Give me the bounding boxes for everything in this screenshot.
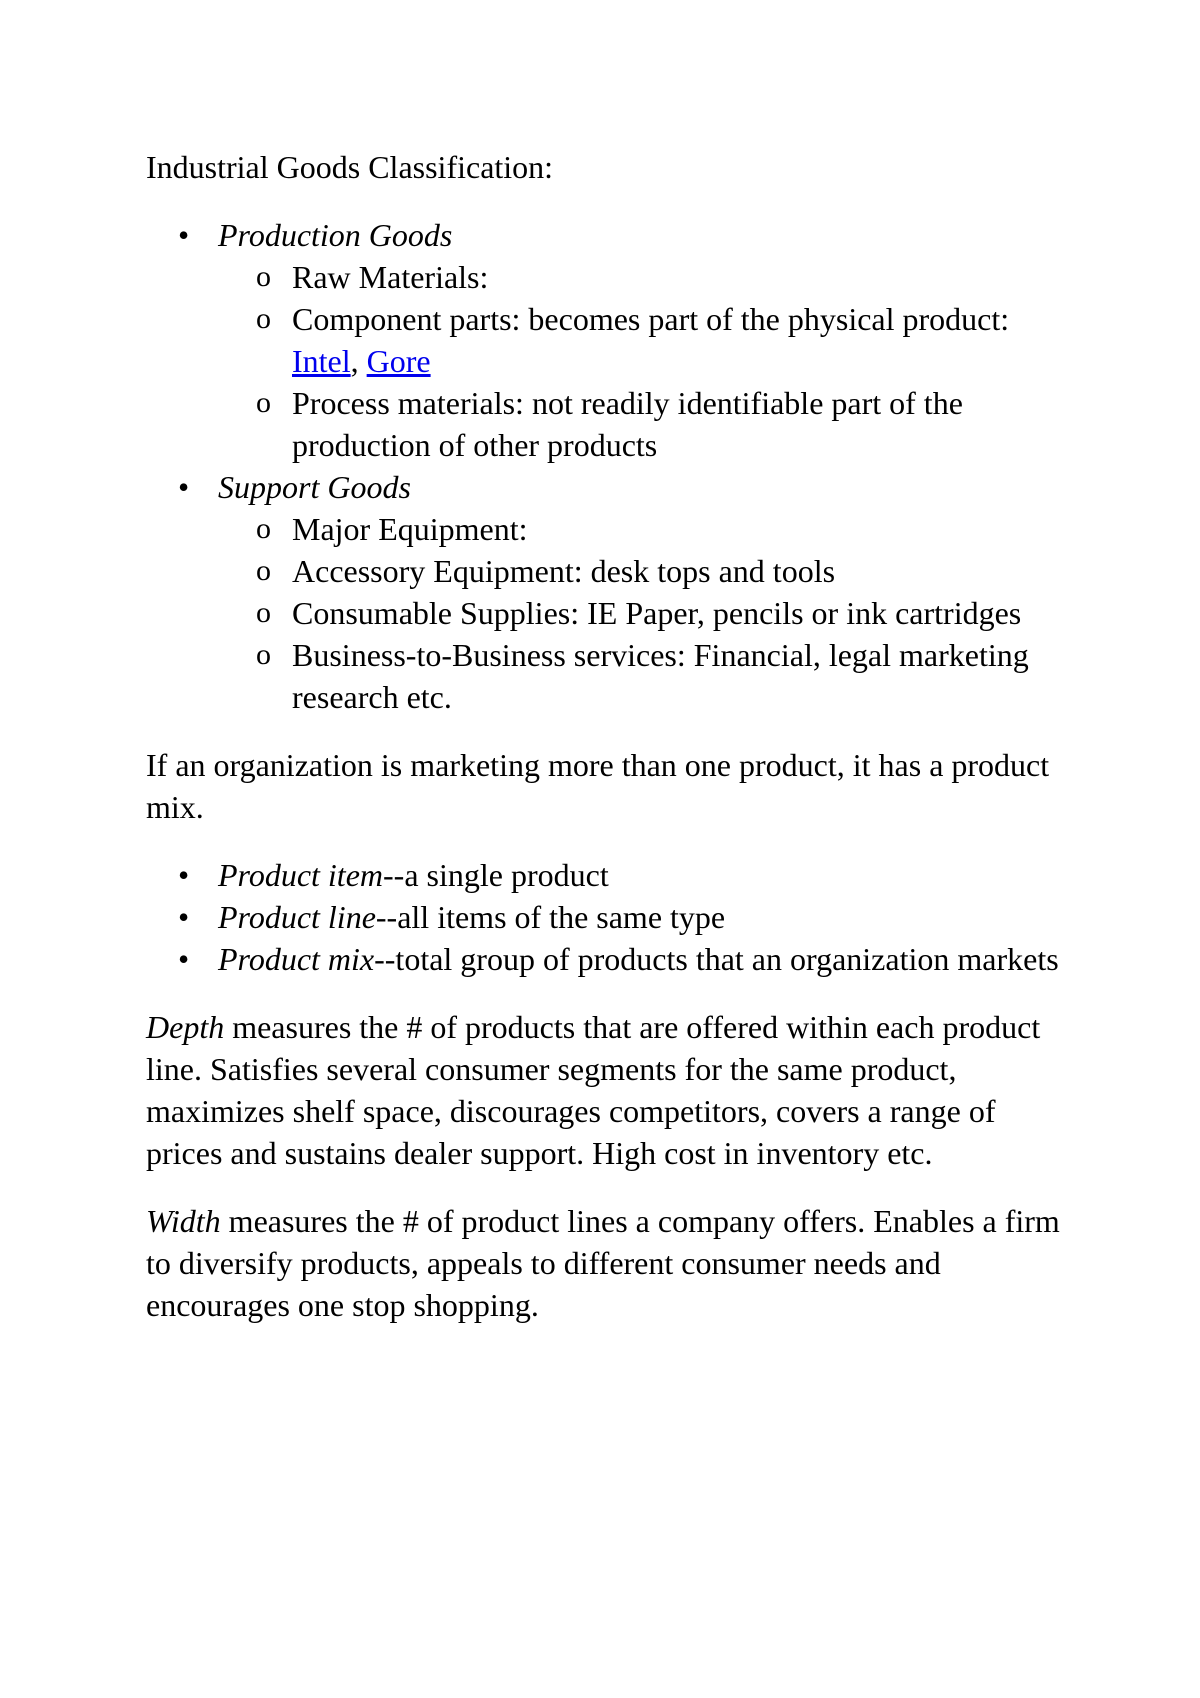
list-item: o Business-to-Business services: Financial, legal marketing research etc.	[146, 634, 1076, 718]
product-mix-term: Product mix	[218, 941, 375, 977]
product-line-term: Product line	[218, 899, 376, 935]
link-separator: ,	[350, 343, 367, 379]
support-goods-title: Support Goods	[218, 469, 411, 505]
list-item: o Consumable Supplies: IE Paper, pencils or ink cartridges	[146, 592, 1076, 634]
width-term: Width	[146, 1203, 221, 1239]
production-goods-sublist	[146, 256, 1076, 466]
list-item	[146, 938, 1076, 980]
product-mix-list	[146, 854, 1076, 980]
depth-term: Depth	[146, 1009, 225, 1045]
list-item: o Process materials: not readily identifiable part of the production of other products	[146, 382, 1076, 466]
product-line-desc: --all items of the same type	[375, 899, 726, 935]
support-goods-sublist	[146, 508, 1076, 718]
width-text: measures the # of product lines a company offers. Enables a firm to diversify products, appeals to different consumer needs and encourages one stop shopping.	[146, 1203, 1060, 1323]
product-item-desc: --a single product	[383, 857, 609, 893]
list-item: o Raw Materials:	[146, 256, 1076, 298]
list-item	[146, 896, 1076, 938]
product-mix-desc: --total group of products that an organization markets	[374, 941, 1059, 977]
component-parts-text: Component parts: becomes part of the physical product:	[292, 301, 1010, 337]
depth-text: measures the # of products that are offered within each product line. Satisfies several consumer segments for the same product, maximizes shelf space, discourages competitors, covers a range of prices and sustains dealer support. High cost in inventory etc.	[146, 1009, 1041, 1171]
intel-link[interactable]: Intel	[292, 343, 351, 379]
product-mix-paragraph: If an organization is marketing more than one product, it has a product mix.	[146, 747, 1050, 825]
goods-classification-list	[146, 214, 1076, 718]
list-item: o Major Equipment:	[146, 508, 1076, 550]
document-page	[146, 146, 1076, 1326]
list-item: o Accessory Equipment: desk tops and tools	[146, 550, 1076, 592]
list-item-production-goods	[146, 214, 1076, 466]
list-item	[146, 298, 1076, 382]
heading: Industrial Goods Classification:	[146, 149, 554, 185]
production-goods-title: Production Goods	[218, 217, 453, 253]
list-item-support-goods	[146, 466, 1076, 718]
gore-link[interactable]: Gore	[366, 343, 431, 379]
product-item-term: Product item	[218, 857, 383, 893]
width-paragraph	[146, 1200, 1076, 1326]
list-item	[146, 854, 1076, 896]
depth-paragraph	[146, 1006, 1076, 1174]
